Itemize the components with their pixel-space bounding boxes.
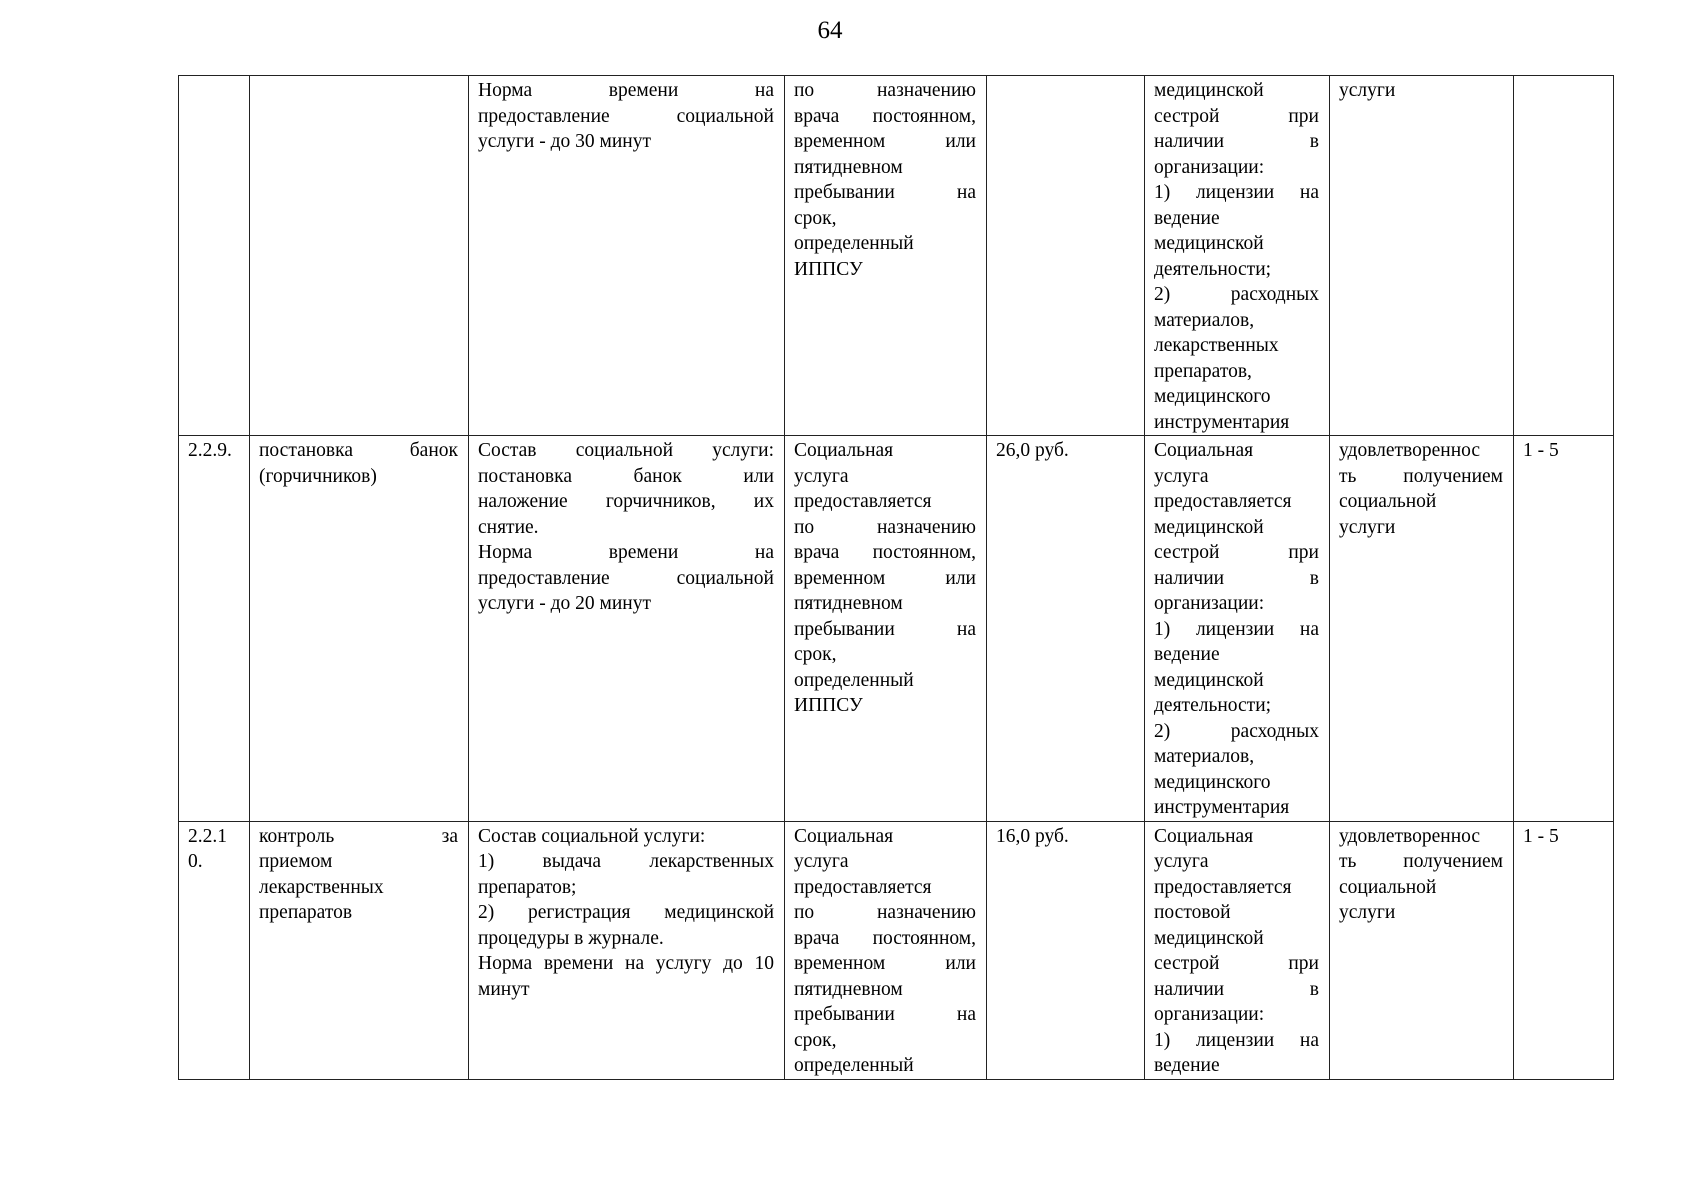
cell-text-line: предоставление социальной (478, 567, 774, 589)
score-cell (1514, 76, 1614, 436)
requirements-cell (1145, 821, 1330, 1079)
cell-text-line: лекарственных (1154, 335, 1279, 356)
cell-text-line: удовлетвореннос (1339, 440, 1481, 461)
cell-text-line: услуга (794, 851, 849, 872)
cell-text-line: организации: (1154, 593, 1265, 614)
cell-text-line: наложение горчичников, их (478, 491, 774, 512)
cell-text-line: постановка банок (259, 440, 458, 461)
cell-text-line: сестрой при (1154, 953, 1319, 974)
cell-text-line: Социальная (1154, 440, 1254, 461)
cell-text-line: социальной (1339, 876, 1437, 898)
cell-text-line: 1) выдача лекарственных (478, 851, 774, 872)
cell-text-line: медицинской (1154, 927, 1264, 949)
service-number-cell: 2.2.10. (179, 821, 250, 1079)
cell-text-line: 2) расходных (1154, 720, 1319, 742)
cell-text-line: снятие. (478, 516, 539, 538)
cell-text-line: определенный (794, 1055, 914, 1076)
cell-text-line: организации: (1154, 1004, 1265, 1025)
page-number: 64 (817, 17, 843, 44)
cell-text-line: наличии в (1154, 567, 1319, 589)
cell-text-line: ведение (1154, 207, 1220, 229)
cell-text-line: определенный (794, 233, 914, 254)
cell-text-line: ть получением (1339, 851, 1503, 872)
cell-text-line: Норма времени на услугу до 10 (478, 953, 774, 974)
service-content-cell (469, 436, 785, 822)
service-number-cell (179, 76, 250, 436)
cell-text-line: услуга (794, 465, 849, 487)
cell-text-line: предоставляется (794, 491, 932, 512)
quality-indicator-cell (1330, 436, 1514, 822)
cell-text-line: временном или (794, 131, 976, 152)
requirements-cell (1145, 436, 1330, 822)
cell-text-line: препаратов (259, 902, 353, 923)
score-cell: 1 - 5 (1514, 436, 1614, 822)
services-table (178, 75, 1614, 1080)
cell-text-line: деятельности; (1154, 258, 1272, 280)
cell-text-line: врача постоянном, (794, 927, 976, 949)
cell-text-line: медицинского (1154, 771, 1271, 793)
cell-text-line: (горчичников) (259, 465, 377, 487)
service-name-cell (250, 436, 469, 822)
cell-text-line: ИППСУ (794, 258, 863, 280)
cell-text-line: врача постоянном, (794, 542, 976, 563)
cell-text-line: препаратов, (1154, 360, 1252, 382)
cell-text-line: 2) расходных (1154, 284, 1319, 305)
cell-text-line: Норма времени на (478, 542, 774, 563)
cell-text-line: пятидневном (794, 593, 903, 614)
cell-text-line: предоставляется (794, 876, 932, 898)
cell-text-line: услуги - до 20 минут (478, 593, 651, 614)
cell-text-line: по назначению (794, 516, 976, 538)
service-number-cell: 2.2.9. (179, 436, 250, 822)
cell-text-line: удовлетвореннос (1339, 825, 1481, 847)
cell-text-line: социальной (1339, 491, 1437, 512)
cell-text-line: срок, (794, 644, 837, 665)
table-row (179, 821, 1614, 1079)
score-cell: 1 - 5 (1514, 821, 1614, 1079)
requirements-cell (1145, 76, 1330, 436)
cell-text-line: контроль за (259, 825, 458, 847)
cell-text-line: материалов, (1154, 309, 1255, 331)
cell-text-line: Социальная (1154, 825, 1254, 847)
cell-text-line: по назначению (794, 902, 976, 923)
cell-text-line: услуга (1154, 851, 1209, 872)
cell-text-line: временном или (794, 567, 976, 589)
cell-text-line: срок, (794, 207, 837, 229)
cell-text-line: инструментария (1154, 411, 1290, 433)
cell-text-line: медицинского (1154, 386, 1271, 407)
service-name-cell (250, 821, 469, 1079)
cell-text-line: приемом (259, 851, 333, 872)
tariff-cell: 26,0 руб. (987, 436, 1145, 822)
cell-text-line: медицинской (1154, 516, 1264, 538)
cell-text-line: деятельности; (1154, 695, 1272, 716)
tariff-cell (987, 76, 1145, 436)
cell-text-line: процедуры в журнале. (478, 927, 664, 949)
service-conditions-cell (785, 436, 987, 822)
cell-text-line: лекарственных (259, 876, 384, 898)
cell-text-line: наличии в (1154, 978, 1319, 1000)
service-name-cell (250, 76, 469, 436)
cell-text-line: Состав социальной услуги: (478, 440, 774, 461)
cell-text-line: постановка банок или (478, 465, 774, 487)
cell-text-line: 1) лицензии на (1154, 182, 1319, 203)
cell-text-line: определенный (794, 669, 914, 691)
cell-text-line: пребывании на (794, 618, 976, 640)
table-row (179, 76, 1614, 436)
table-row (179, 436, 1614, 822)
cell-text-line: ть получением (1339, 465, 1503, 487)
cell-text-line: предоставление социальной (478, 105, 774, 127)
cell-text-line: минут (478, 978, 530, 1000)
cell-text-line: ведение (1154, 644, 1220, 665)
cell-text-line: медицинской (1154, 669, 1264, 691)
cell-text-line: ИППСУ (794, 695, 863, 716)
cell-text-line: пятидневном (794, 156, 903, 178)
service-content-cell (469, 821, 785, 1079)
cell-text-line: предоставляется (1154, 876, 1292, 898)
cell-text-line: сестрой при (1154, 105, 1319, 127)
cell-text-line: препаратов; (478, 876, 577, 898)
cell-text-line: Норма времени на (478, 80, 774, 101)
cell-text-line: услуги (1339, 516, 1396, 538)
quality-indicator-cell (1330, 76, 1514, 436)
cell-text-line: ведение (1154, 1055, 1220, 1076)
cell-text-line: пребывании на (794, 1004, 976, 1025)
cell-text-line: медицинской (1154, 80, 1264, 101)
cell-text-line: пятидневном (794, 978, 903, 1000)
cell-text-line: Состав социальной услуги: (478, 825, 706, 847)
cell-text-line: 1) лицензии на (1154, 618, 1319, 640)
cell-text-line: услуги (1339, 902, 1396, 923)
cell-text-line: наличии в (1154, 131, 1319, 152)
cell-text-line: 2) регистрация медицинской (478, 902, 774, 923)
service-conditions-cell (785, 821, 987, 1079)
cell-text-line: услуга (1154, 465, 1209, 487)
cell-text-line: по назначению (794, 80, 976, 101)
cell-text-line: срок, (794, 1029, 837, 1051)
cell-text-line: услуги (1339, 80, 1396, 101)
cell-text-line: врача постоянном, (794, 105, 976, 127)
cell-text-line: 1) лицензии на (1154, 1029, 1319, 1051)
tariff-cell: 16,0 руб. (987, 821, 1145, 1079)
service-conditions-cell (785, 76, 987, 436)
cell-text-line: услуги - до 30 минут (478, 131, 651, 152)
service-content-cell (469, 76, 785, 436)
cell-text-line: предоставляется (1154, 491, 1292, 512)
cell-text-line: Социальная (794, 440, 894, 461)
cell-text-line: Социальная (794, 825, 894, 847)
cell-text-line: постовой (1154, 902, 1231, 923)
cell-text-line: временном или (794, 953, 976, 974)
cell-text-line: пребывании на (794, 182, 976, 203)
cell-text-line: медицинской (1154, 233, 1264, 254)
cell-text-line: сестрой при (1154, 542, 1319, 563)
cell-text-line: инструментария (1154, 797, 1290, 818)
quality-indicator-cell (1330, 821, 1514, 1079)
cell-text-line: материалов, (1154, 746, 1255, 767)
cell-text-line: организации: (1154, 156, 1265, 178)
